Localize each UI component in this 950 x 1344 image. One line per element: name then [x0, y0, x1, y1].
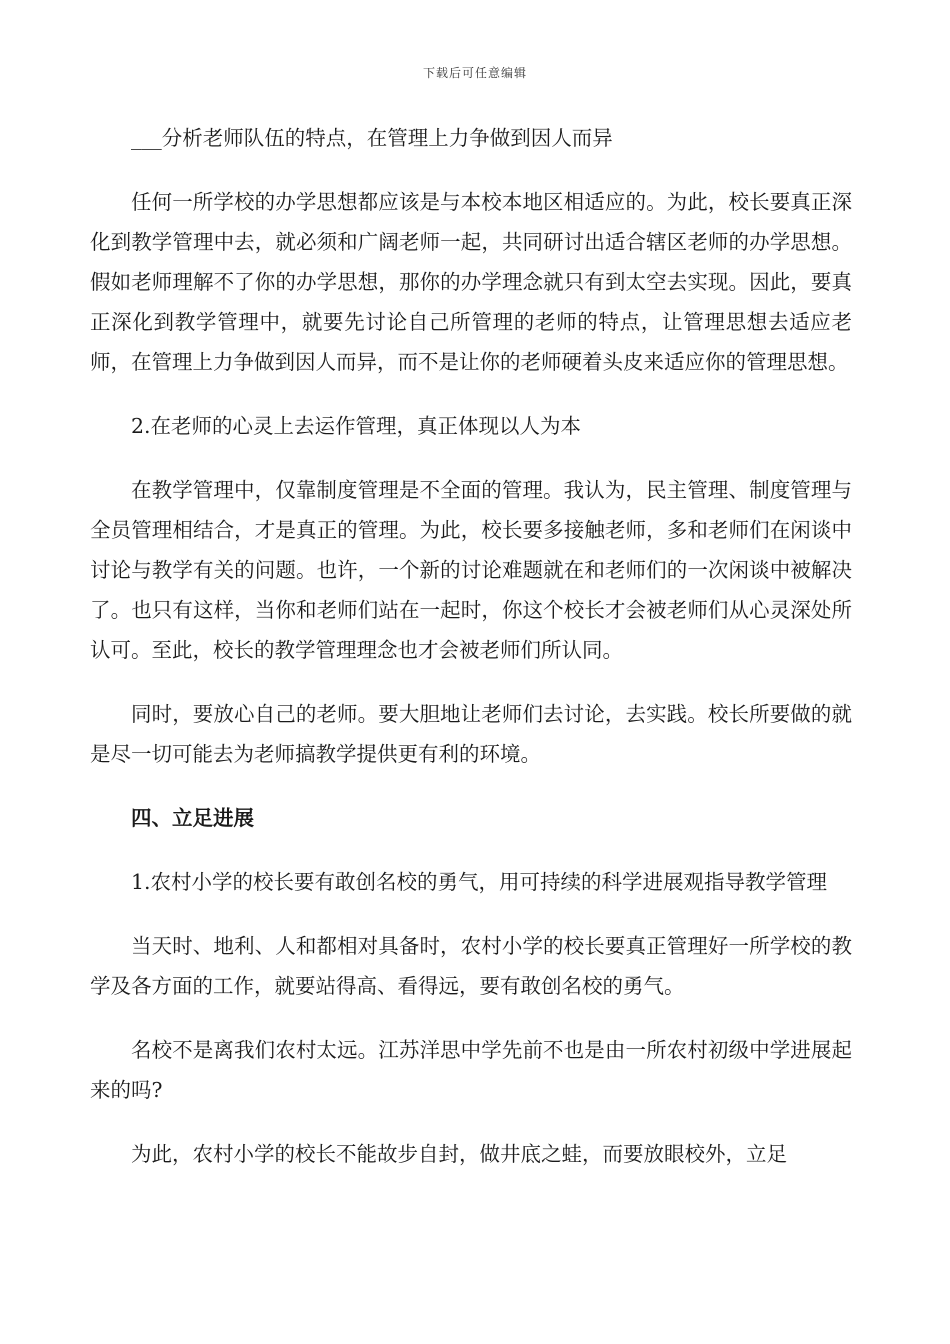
paragraph-section-heading: ___分析老师队伍的特点，在管理上力争做到因人而异: [131, 126, 613, 150]
paragraph-subheading: 2.在老师的心灵上去运作管理，真正体现以人为本: [131, 414, 582, 438]
page-header: 下载后可任意编辑: [422, 66, 527, 80]
document-body: [90, 118, 852, 1198]
paragraph: 名校不是离我们农村太远。江苏洋思中学先前不也是由一所农村初级中学进展起来的吗?: [90, 1038, 852, 1102]
paragraph-subheading: 1.农村小学的校长要有敢创名校的勇气，用可持续的科学进展观指导教学管理: [131, 870, 828, 894]
paragraph: 为此，农村小学的校长不能故步自封，做井底之蛙，而要放眼校外，立足: [131, 1142, 787, 1166]
section-heading: 四、立足进展: [131, 806, 254, 830]
paragraph: 当天时、地利、人和都相对具备时，农村小学的校长要真正管理好一所学校的教学及各方面的工作，就要站得高、看得远，要有敢创名校的勇气。: [90, 934, 852, 998]
paragraph: 在教学管理中，仅靠制度管理是不全面的管理。我认为，民主管理、制度管理与全员管理相结合，才是真正的管理。为此，校长要多接触老师，多和老师们在闲谈中讨论与教学有关的问题。也许，一个新的讨论难题就在和老师们的一次闲谈中被解决了。也只有这样，当你和老师们站在一起时，你这个校长才会被老师们从心灵深处所认可。至此，校长的教学管理理念也才会被老师们所认同。: [90, 478, 852, 662]
paragraph: 同时，要放心自己的老师。要大胆地让老师们去讨论，去实践。校长所要做的就是尽一切可能去为老师搞教学提供更有利的环境。: [90, 702, 852, 766]
paragraph: 任何一所学校的办学思想都应该是与本校本地区相适应的。为此，校长要真正深化到教学管理中去，就必须和广阔老师一起，共同研讨出适合辖区老师的办学思想。假如老师理解不了你的办学思想，那你的办学理念就只有到太空去实现。因此，要真正深化到教学管理中，就要先讨论自己所管理的老师的特点，让管理思想去适应老师，在管理上力争做到因人而异，而不是让你的老师硬着头皮来适应你的管理思想。: [90, 190, 852, 374]
